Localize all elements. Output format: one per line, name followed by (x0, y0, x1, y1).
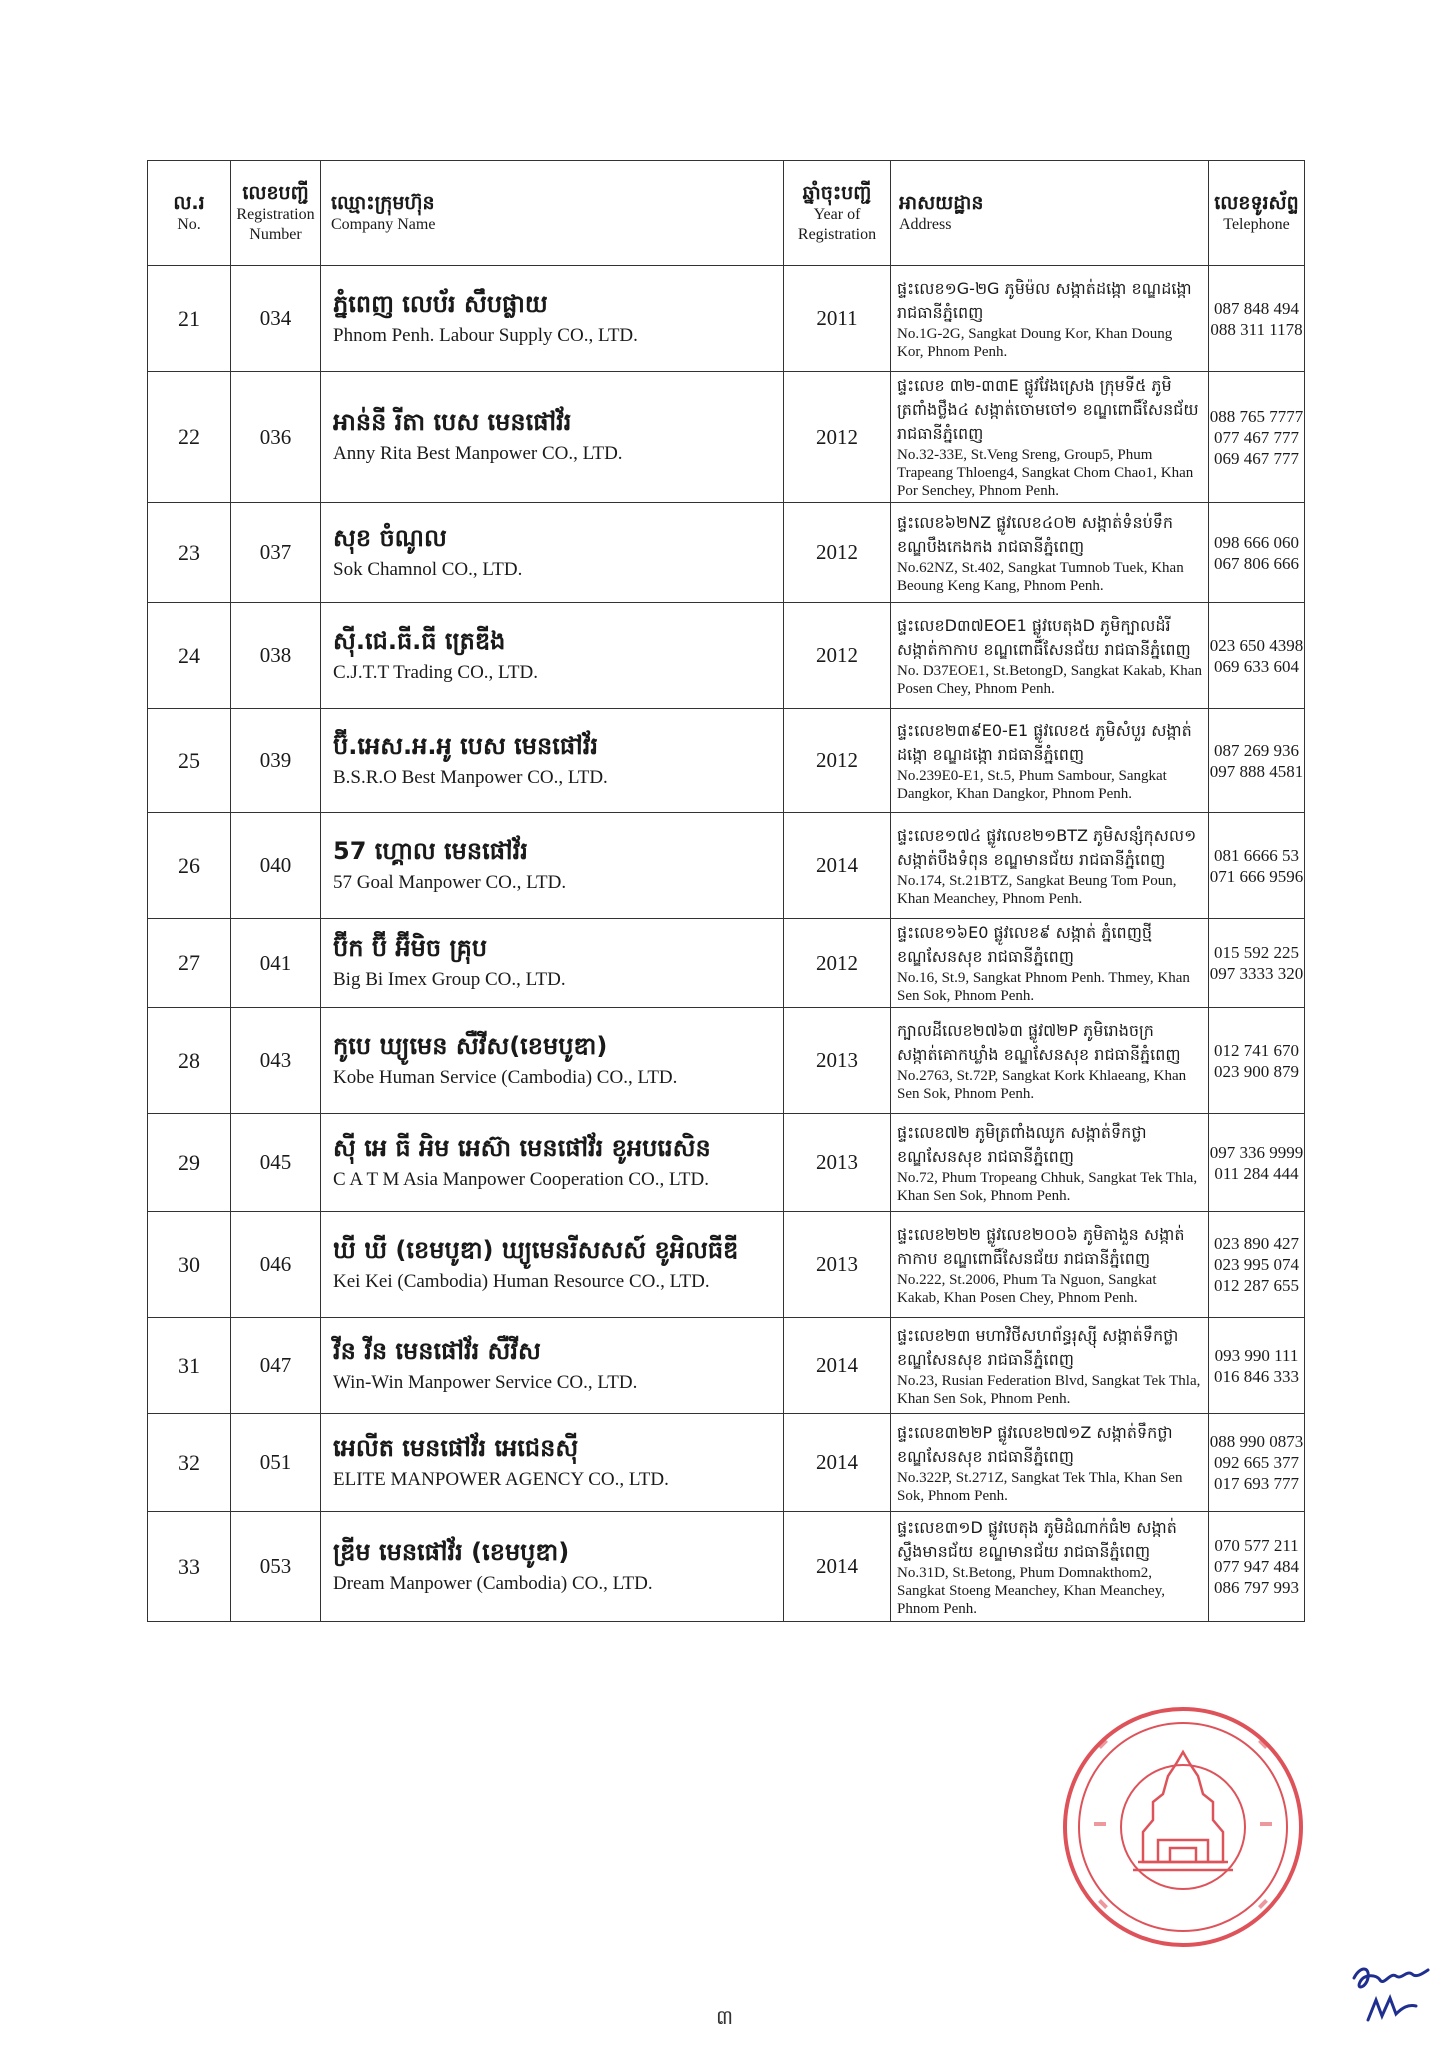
telephone-number: 097 888 4581 (1209, 761, 1304, 781)
address-cell (891, 919, 1209, 1008)
year-of-registration: 2012 (784, 919, 891, 1008)
header-registration-number: លេខបញ្ជី Registration Number (231, 161, 321, 266)
address-khmer: ផ្ទះលេខ ៣២-៣៣E ផ្លូវវែងស្រេង ក្រុមទី៥ ភូមិត្រពាំងថ្លឹង៤ សង្កាត់ចោមចៅ១ ខណ្ឌពោធិ៍សែនជ័យ រាជធានីភ្នំពេញ (897, 376, 1199, 443)
telephone-cell (1209, 813, 1305, 919)
address-khmer: ផ្ទះលេខ៣២២P ផ្លូវលេខ២៧១Z សង្កាត់ទឹកថ្លា ខណ្ឌសែនសុខ រាជធានីភ្នំពេញ (897, 1422, 1173, 1466)
year-of-registration: 2011 (784, 266, 891, 372)
telephone-cell (1209, 1414, 1305, 1512)
registration-number: 036 (231, 372, 321, 503)
registration-number: 040 (231, 813, 321, 919)
year-of-registration: 2012 (784, 372, 891, 503)
telephone-number: 092 665 377 (1214, 1453, 1299, 1472)
address-khmer: ផ្ទះលេខ១G-២G ភូមិម៉ល សង្កាត់ដង្កោ ខណ្ឌដង្កោ រាជធានីភ្នំពេញ (897, 278, 1192, 322)
header-company-name: ឈ្មោះក្រុមហ៊ុន Company Name (321, 161, 784, 266)
table-header-row (148, 161, 1305, 266)
company-name-english: Big Bi Imex Group CO., LTD. (333, 969, 566, 990)
telephone-number: 070 577 211 (1214, 1536, 1299, 1555)
company-name-khmer: វីន វីន មេនផៅវ័រ សឺវីស (333, 1336, 541, 1365)
telephone-number: 017 693 777 (1214, 1474, 1299, 1493)
table-row (148, 1512, 1305, 1622)
address-khmer: ផ្ទះលេខ១៦E0 ផ្លូវលេខ៩ សង្កាត់ ភ្នំពេញថ្មី ខណ្ឌសែនសុខ រាជធានីភ្នំពេញ (897, 923, 1153, 966)
telephone-number: 012 741 670 (1214, 1040, 1299, 1060)
company-name-khmer: ឌ្រីម មេនផៅវ័រ (ខេមបូឌា) (333, 1537, 570, 1566)
company-name-khmer: ប៊ី.អេស.អ.អូ បេស មេនផៅវ័រ (333, 731, 598, 760)
telephone-number: 023 890 427 (1214, 1234, 1299, 1253)
year-of-registration: 2012 (784, 709, 891, 813)
company-name-khmer: 57 ហ្គោល មេនផៅវ័រ (333, 836, 528, 865)
year-of-registration: 2013 (784, 1212, 891, 1318)
company-name-cell (321, 1414, 784, 1512)
table-row (148, 919, 1305, 1008)
company-name-english: Kei Kei (Cambodia) Human Resource CO., LTD. (333, 1270, 710, 1292)
registration-number: 038 (231, 603, 321, 709)
telephone-number: 088 990 0873 (1209, 1432, 1304, 1451)
telephone-number: 093 990 111 (1214, 1345, 1299, 1365)
registration-number: 037 (231, 503, 321, 603)
telephone-number: 098 666 060 (1214, 532, 1299, 552)
address-cell (891, 709, 1209, 813)
telephone-cell (1209, 1114, 1305, 1212)
telephone-number: 097 3333 320 (1209, 964, 1304, 983)
official-seal-stamp (1058, 1702, 1308, 1952)
company-name-cell (321, 1318, 784, 1414)
company-name-english: Phnom Penh. Labour Supply CO., LTD. (333, 324, 638, 346)
company-name-english: Anny Rita Best Manpower CO., LTD. (333, 443, 623, 464)
telephone-number: 087 848 494 (1214, 298, 1299, 318)
company-name-khmer: កូបេ ឃ្យូមេន សឺវីស(ខេមបូឌា) (333, 1031, 608, 1060)
company-name-english: B.S.R.O Best Manpower CO., LTD. (333, 766, 608, 788)
table-row (148, 1212, 1305, 1318)
row-number: 23 (148, 503, 231, 603)
address-cell (891, 1414, 1209, 1512)
address-khmer: ផ្ទះលេខ១៧៤ ផ្លូវលេខ២១BTZ ភូមិសន្សំកុសល១ សង្កាត់បឹងទំពុន ខណ្ឌមានជ័យ រាជធានីភ្នំពេញ (897, 825, 1197, 869)
table-row (148, 503, 1305, 603)
telephone-number: 088 765 7777 (1209, 406, 1304, 426)
row-number: 30 (148, 1212, 231, 1318)
row-number: 27 (148, 919, 231, 1008)
company-name-english: Kobe Human Service (Cambodia) CO., LTD. (333, 1066, 678, 1088)
company-name-cell (321, 603, 784, 709)
telephone-cell (1209, 1512, 1305, 1622)
telephone-number: 069 633 604 (1214, 656, 1299, 676)
address-english: No.31D, St.Betong, Phum Domnakthom2, Sangkat Stoeng Meanchey, Khan Meanchey, Phnom Penh. (897, 1564, 1165, 1617)
address-english: No.322P, St.271Z, Sangkat Tek Thla, Khan Sen Sok, Phnom Penh. (897, 1469, 1183, 1504)
telephone-number: 077 947 484 (1214, 1557, 1299, 1576)
telephone-cell (1209, 503, 1305, 603)
company-name-cell (321, 919, 784, 1008)
address-english: No.174, St.21BTZ, Sangkat Beung Tom Poun, Khan Meanchey, Phnom Penh. (897, 872, 1177, 907)
telephone-cell (1209, 266, 1305, 372)
year-of-registration: 2013 (784, 1114, 891, 1212)
company-name-english: C A T M Asia Manpower Cooperation CO., LTD. (333, 1168, 709, 1190)
table-row (148, 709, 1305, 813)
company-name-khmer: ឃី ឃី (ខេមបូឌា) ឃ្យូមេនរីសសស៍ ខូអិលធីឌី (333, 1235, 739, 1264)
address-cell (891, 1512, 1209, 1622)
company-name-english: C.J.T.T Trading CO., LTD. (333, 661, 538, 683)
address-khmer: ផ្ទះលេខ៦២NZ ផ្លូវលេខ៤០២ សង្កាត់ទំនប់ទឹក ខណ្ឌបឹងកេងកង រាជធានីភ្នំពេញ (897, 512, 1174, 556)
page-number: ៣ (715, 2005, 734, 2029)
company-name-cell (321, 503, 784, 603)
table-row (148, 813, 1305, 919)
company-name-english: Win-Win Manpower Service CO., LTD. (333, 1371, 638, 1393)
table-row (148, 1414, 1305, 1512)
company-name-cell (321, 813, 784, 919)
year-of-registration: 2012 (784, 503, 891, 603)
address-english: No.1G-2G, Sangkat Doung Kor, Khan Doung Kor, Phnom Penh. (897, 325, 1173, 360)
telephone-cell (1209, 919, 1305, 1008)
telephone-number: 012 287 655 (1214, 1276, 1299, 1295)
year-of-registration: 2014 (784, 813, 891, 919)
row-number: 31 (148, 1318, 231, 1414)
table-row (148, 266, 1305, 372)
company-registry-table (147, 160, 1305, 1622)
company-name-cell (321, 372, 784, 503)
telephone-number: 069 467 777 (1214, 448, 1299, 468)
company-name-cell (321, 1114, 784, 1212)
telephone-number: 086 797 993 (1214, 1578, 1299, 1597)
registration-number: 051 (231, 1414, 321, 1512)
year-of-registration: 2013 (784, 1008, 891, 1114)
row-number: 32 (148, 1414, 231, 1512)
company-name-cell (321, 709, 784, 813)
address-english: No. D37EOE1, St.BetongD, Sangkat Kakab, Khan Posen Chey, Phnom Penh. (897, 662, 1202, 697)
telephone-cell (1209, 372, 1305, 503)
address-cell (891, 1114, 1209, 1212)
table-body (148, 266, 1305, 1622)
telephone-number: 071 666 9596 (1209, 866, 1304, 886)
address-cell (891, 603, 1209, 709)
year-of-registration: 2014 (784, 1318, 891, 1414)
registration-number: 053 (231, 1512, 321, 1622)
company-name-khmer: អេលីត មេនផៅវ័រ អេជេនស៊ី (333, 1433, 579, 1462)
company-name-cell (321, 1212, 784, 1318)
address-cell (891, 1212, 1209, 1318)
address-english: No.32-33E, St.Veng Sreng, Group5, Phum Trapeang Thloeng4, Sangkat Chom Chao1, Khan Por Senchey, Phnom Penh. (897, 447, 1194, 499)
company-name-english: Dream Manpower (Cambodia) CO., LTD. (333, 1572, 653, 1594)
row-number: 21 (148, 266, 231, 372)
company-name-cell (321, 1008, 784, 1114)
address-khmer: ផ្ទះលេខ២៣៩E0-E1 ផ្លូវលេខ៥ ភូមិសំបួរ សង្កាត់ ដង្កោ ខណ្ឌដង្កោ រាជធានីភ្នំពេញ (897, 720, 1192, 764)
table-row (148, 1318, 1305, 1414)
address-cell (891, 372, 1209, 503)
address-english: No.239E0-E1, St.5, Phum Sambour, Sangkat Dangkor, Khan Dangkor, Phnom Penh. (897, 767, 1167, 802)
company-name-cell (321, 266, 784, 372)
telephone-number: 015 592 225 (1214, 943, 1299, 962)
header-no: ល.រ No. (148, 161, 231, 266)
telephone-number: 023 900 879 (1214, 1061, 1299, 1081)
company-name-english: 57 Goal Manpower CO., LTD. (333, 871, 567, 893)
telephone-cell (1209, 1008, 1305, 1114)
telephone-cell (1209, 709, 1305, 813)
company-name-khmer: អាន់នី រីតា បេស មេនផៅវ័រ (333, 408, 572, 436)
row-number: 26 (148, 813, 231, 919)
address-khmer: ផ្ទះលេខ២៣ មហាវិថីសហព័ន្ធរុស្ស៊ី សង្កាត់ទឹកថ្លា ខណ្ឌសែនសុខ រាជធានីភ្នំពេញ (897, 1325, 1179, 1369)
registration-number: 034 (231, 266, 321, 372)
telephone-number: 081 6666 53 (1214, 845, 1299, 865)
address-cell (891, 266, 1209, 372)
registration-number: 045 (231, 1114, 321, 1212)
table-row (148, 372, 1305, 503)
address-english: No.23, Rusian Federation Blvd, Sangkat Tek Thla, Khan Sen Sok, Phnom Penh. (897, 1372, 1201, 1407)
header-year: ឆ្នាំចុះបញ្ជី Year of Registration (784, 161, 891, 266)
row-number: 29 (148, 1114, 231, 1212)
address-cell (891, 813, 1209, 919)
company-name-english: Sok Chamnol CO., LTD. (333, 558, 523, 580)
address-english: No.2763, St.72P, Sangkat Kork Khlaeang, Khan Sen Sok, Phnom Penh. (897, 1067, 1187, 1102)
address-cell (891, 1008, 1209, 1114)
address-khmer: ផ្ទះលេខD៣៧EOE1 ផ្លូវបេតុងD ភូមិក្បាលដំរី សង្កាត់កាកាប ខណ្ឌពោធិ៍សែនជ័យ រាជធានីភ្នំពេញ (897, 615, 1191, 659)
company-name-cell (321, 1512, 784, 1622)
address-khmer: ផ្ទះលេខ៧២ ភូមិត្រពាំងឈូក សង្កាត់ទឹកថ្លា ខណ្ឌសែនសុខ រាជធានីភ្នំពេញ (897, 1122, 1147, 1166)
company-name-english: ELITE MANPOWER AGENCY CO., LTD. (333, 1468, 669, 1490)
table-row (148, 603, 1305, 709)
company-name-khmer: ស៊ី អេ ធី អិម អេស៊ា មេនផៅវ័រ ខូអបរេសិន (333, 1133, 711, 1162)
telephone-number: 016 846 333 (1214, 1366, 1299, 1386)
row-number: 28 (148, 1008, 231, 1114)
table-row (148, 1114, 1305, 1212)
year-of-registration: 2014 (784, 1414, 891, 1512)
address-english: No.72, Phum Tropeang Chhuk, Sangkat Tek Thla, Khan Sen Sok, Phnom Penh. (897, 1169, 1198, 1204)
telephone-number: 023 650 4398 (1209, 635, 1304, 655)
year-of-registration: 2014 (784, 1512, 891, 1622)
company-name-khmer: ភ្នំពេញ លេប័រ សឹបផ្លាយ (333, 289, 548, 318)
row-number: 25 (148, 709, 231, 813)
address-cell (891, 1318, 1209, 1414)
address-english: No.222, St.2006, Phum Ta Nguon, Sangkat Kakab, Khan Posen Chey, Phnom Penh. (897, 1271, 1157, 1306)
row-number: 24 (148, 603, 231, 709)
year-of-registration: 2012 (784, 603, 891, 709)
row-number: 33 (148, 1512, 231, 1622)
telephone-cell (1209, 603, 1305, 709)
address-cell (891, 503, 1209, 603)
telephone-cell (1209, 1212, 1305, 1318)
registration-number: 043 (231, 1008, 321, 1114)
telephone-number: 011 284 444 (1214, 1163, 1299, 1183)
address-khmer: ក្បាលដីលេខ២៧៦៣ ផ្លូវ៧២P ភូមិរោងចក្រ សង្កាត់គោកឃ្លាំង ខណ្ឌសែនសុខ រាជធានីភ្នំពេញ (897, 1020, 1181, 1064)
telephone-number: 087 269 936 (1214, 740, 1299, 760)
address-english: No.62NZ, St.402, Sangkat Tumnob Tuek, Khan Beoung Keng Kang, Phnom Penh. (897, 559, 1184, 594)
company-name-khmer: ប៊ីក ប៊ី អ៊ីមិច គ្រុប (333, 934, 488, 962)
registration-number: 047 (231, 1318, 321, 1414)
registration-number: 041 (231, 919, 321, 1008)
address-english: No.16, St.9, Sangkat Phnom Penh. Thmey, Khan Sen Sok, Phnom Penh. (897, 970, 1190, 1004)
telephone-number: 067 806 666 (1214, 553, 1299, 573)
address-khmer: ផ្ទះលេខ៣១D ផ្លូវបេតុង ភូមិដំណាក់ធំ២ សង្កាត់ស្ទឹងមានជ័យ ខណ្ឌមានជ័យ រាជធានីភ្នំពេញ (897, 1517, 1177, 1561)
table-row (148, 1008, 1305, 1114)
registration-number: 039 (231, 709, 321, 813)
header-address: អាសយដ្ឋាន Address (891, 161, 1209, 266)
telephone-number: 088 311 1178 (1210, 319, 1303, 339)
telephone-number: 097 336 9999 (1209, 1142, 1304, 1162)
header-telephone: លេខទូរស័ព្ទ Telephone (1209, 161, 1305, 266)
address-khmer: ផ្ទះលេខ២២២ ផ្លូវលេខ២០០៦ ភូមិតាងួន សង្កាត់កាកាប ខណ្ឌពោធិ៍សែនជ័យ រាជធានីភ្នំពេញ (897, 1224, 1185, 1268)
company-name-khmer: ស៊ី.ជេ.ធី.ធី ត្រេឌីង (333, 626, 506, 655)
telephone-number: 077 467 777 (1214, 427, 1299, 447)
telephone-cell (1209, 1318, 1305, 1414)
company-name-khmer: សុខ ចំណូល (333, 523, 447, 552)
row-number: 22 (148, 372, 231, 503)
telephone-number: 023 995 074 (1214, 1255, 1299, 1274)
registration-number: 046 (231, 1212, 321, 1318)
